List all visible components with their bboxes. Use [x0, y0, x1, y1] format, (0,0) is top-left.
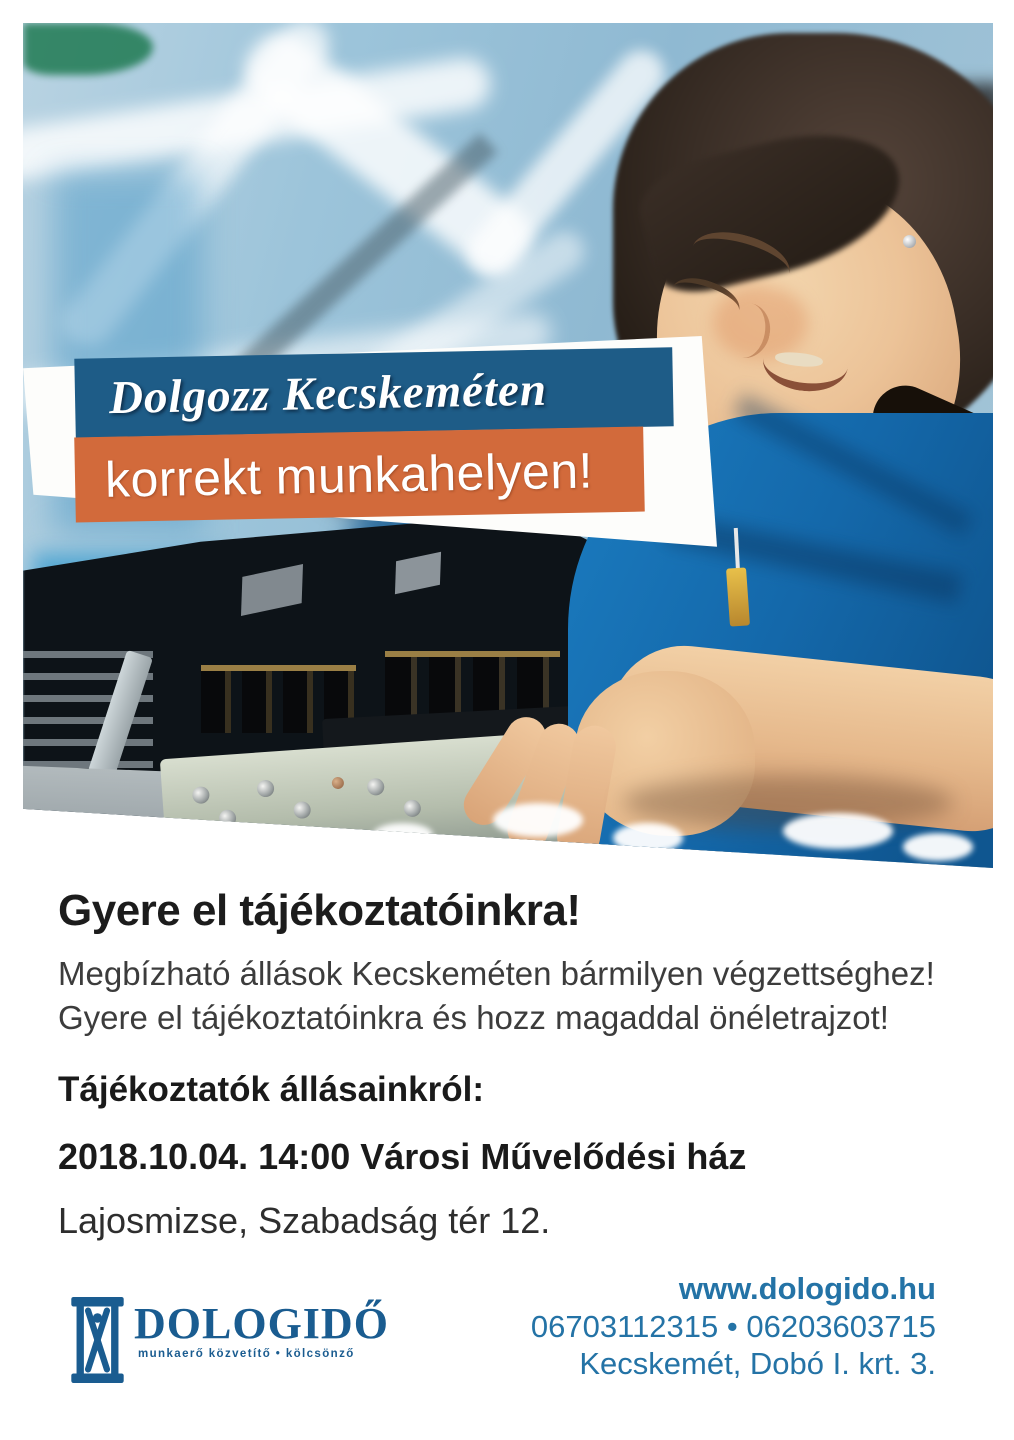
- website-url: www.dologido.hu: [678, 1271, 936, 1306]
- contact-block: [531, 1270, 936, 1383]
- body-line: Gyere el tájékoztatóinkra és hozz magaddal önéletrajzot!: [58, 999, 889, 1036]
- hourglass-logo-icon: [70, 1296, 125, 1384]
- highlight-speck: [613, 823, 683, 853]
- logo-tagline: munkaerő közvetítő • kölcsönző: [138, 1348, 355, 1360]
- info-subheading: Tájékoztatók állásainkról:: [58, 1070, 484, 1109]
- board-component: [219, 809, 237, 827]
- board-component: [367, 778, 385, 796]
- banner-secondary-label: korrekt munkahelyen!: [104, 442, 594, 508]
- board-component: [293, 801, 311, 819]
- board-component: [192, 786, 210, 804]
- board-component: [331, 777, 344, 790]
- body-line: Megbízható állások Kecskeméten bármilyen végzettséghez!: [58, 955, 935, 992]
- board-component: [403, 799, 421, 817]
- highlight-speck: [373, 823, 433, 847]
- plant-leaf-shape: [23, 23, 153, 75]
- logo-wordmark: DOLOGIDŐ: [134, 1299, 389, 1348]
- earring: [903, 235, 916, 248]
- highlight-speck: [783, 813, 893, 849]
- badge-clip: [726, 567, 750, 626]
- banner-primary-label: Dolgozz Kecskeméten: [108, 363, 548, 424]
- body-text: [58, 952, 935, 1040]
- highlight-speck: [493, 803, 583, 837]
- banner-secondary: [74, 427, 645, 523]
- section-heading: Gyere el tájékoztatóinkra!: [58, 886, 581, 935]
- hand-shadow: [623, 775, 953, 830]
- office-address: Kecskemét, Dobó I. krt. 3.: [579, 1346, 936, 1381]
- event-date-venue: 2018.10.04. 14:00 Városi Művelődési ház: [58, 1136, 747, 1177]
- event-address: Lajosmizse, Szabadság tér 12.: [58, 1200, 551, 1241]
- highlight-speck: [903, 833, 973, 861]
- banner-primary: [74, 347, 673, 437]
- board-component: [257, 779, 275, 797]
- phone-numbers: 06703112315 • 06203603715: [530, 1308, 936, 1344]
